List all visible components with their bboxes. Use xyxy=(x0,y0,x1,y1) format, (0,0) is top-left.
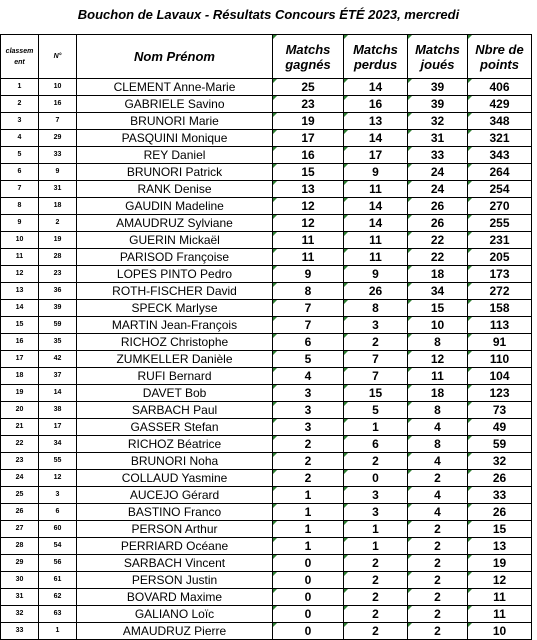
cell-won: 3 xyxy=(273,419,344,436)
cell-rank: 30 xyxy=(1,572,39,589)
cell-number: 62 xyxy=(39,589,77,606)
cell-lost: 5 xyxy=(344,402,408,419)
cell-won: 7 xyxy=(273,317,344,334)
cell-lost: 16 xyxy=(344,96,408,113)
cell-rank: 16 xyxy=(1,334,39,351)
table-row xyxy=(1,283,532,300)
cell-won: 3 xyxy=(273,385,344,402)
cell-rank: 24 xyxy=(1,470,39,487)
cell-number: 39 xyxy=(39,300,77,317)
cell-played: 4 xyxy=(408,487,468,504)
cell-won: 0 xyxy=(273,606,344,623)
cell-rank: 5 xyxy=(1,147,39,164)
cell-points: 11 xyxy=(468,606,532,623)
cell-won: 2 xyxy=(273,436,344,453)
table-row xyxy=(1,504,532,521)
cell-rank: 22 xyxy=(1,436,39,453)
cell-points: 91 xyxy=(468,334,532,351)
cell-number: 12 xyxy=(39,470,77,487)
cell-number: 42 xyxy=(39,351,77,368)
table-row xyxy=(1,589,532,606)
cell-points: 49 xyxy=(468,419,532,436)
cell-number: 1 xyxy=(39,623,77,640)
table-row xyxy=(1,351,532,368)
cell-rank: 6 xyxy=(1,164,39,181)
cell-number: 19 xyxy=(39,232,77,249)
cell-name: ZUMKELLER Danièle xyxy=(77,351,273,368)
cell-lost: 2 xyxy=(344,589,408,606)
cell-won: 6 xyxy=(273,334,344,351)
cell-number: 60 xyxy=(39,521,77,538)
table-row xyxy=(1,334,532,351)
cell-points: 104 xyxy=(468,368,532,385)
cell-name: RICHOZ Béatrice xyxy=(77,436,273,453)
cell-won: 15 xyxy=(273,164,344,181)
cell-points: 255 xyxy=(468,215,532,232)
cell-name: BRUNORI Marie xyxy=(77,113,273,130)
cell-won: 9 xyxy=(273,266,344,283)
cell-name: COLLAUD Yasmine xyxy=(77,470,273,487)
cell-won: 1 xyxy=(273,521,344,538)
cell-name: PASQUINI Monique xyxy=(77,130,273,147)
table-row xyxy=(1,385,532,402)
cell-rank: 28 xyxy=(1,538,39,555)
table-row xyxy=(1,215,532,232)
cell-number: 63 xyxy=(39,606,77,623)
cell-won: 7 xyxy=(273,300,344,317)
cell-played: 15 xyxy=(408,300,468,317)
cell-name: SARBACH Vincent xyxy=(77,555,273,572)
header-matchs-gagnes: Matchs gagnés xyxy=(273,35,344,79)
cell-number: 59 xyxy=(39,317,77,334)
cell-played: 2 xyxy=(408,470,468,487)
cell-rank: 15 xyxy=(1,317,39,334)
table-row xyxy=(1,453,532,470)
cell-number: 29 xyxy=(39,130,77,147)
cell-points: 272 xyxy=(468,283,532,300)
cell-won: 11 xyxy=(273,249,344,266)
cell-points: 173 xyxy=(468,266,532,283)
cell-rank: 18 xyxy=(1,368,39,385)
cell-lost: 11 xyxy=(344,249,408,266)
cell-won: 0 xyxy=(273,623,344,640)
table-row xyxy=(1,402,532,419)
cell-rank: 8 xyxy=(1,198,39,215)
cell-points: 15 xyxy=(468,521,532,538)
cell-number: 16 xyxy=(39,96,77,113)
table-row xyxy=(1,606,532,623)
cell-lost: 7 xyxy=(344,368,408,385)
cell-lost: 1 xyxy=(344,521,408,538)
cell-played: 26 xyxy=(408,215,468,232)
cell-played: 11 xyxy=(408,368,468,385)
cell-points: 59 xyxy=(468,436,532,453)
table-row xyxy=(1,266,532,283)
cell-points: 32 xyxy=(468,453,532,470)
cell-lost: 3 xyxy=(344,487,408,504)
cell-points: 110 xyxy=(468,351,532,368)
cell-number: 35 xyxy=(39,334,77,351)
cell-rank: 31 xyxy=(1,589,39,606)
cell-lost: 3 xyxy=(344,317,408,334)
cell-number: 61 xyxy=(39,572,77,589)
cell-lost: 13 xyxy=(344,113,408,130)
cell-points: 254 xyxy=(468,181,532,198)
cell-played: 32 xyxy=(408,113,468,130)
cell-name: AMAUDRUZ Pierre xyxy=(77,623,273,640)
cell-lost: 11 xyxy=(344,232,408,249)
cell-won: 0 xyxy=(273,572,344,589)
cell-name: SPECK Marlyse xyxy=(77,300,273,317)
cell-won: 1 xyxy=(273,487,344,504)
cell-points: 429 xyxy=(468,96,532,113)
cell-played: 34 xyxy=(408,283,468,300)
cell-played: 4 xyxy=(408,504,468,521)
cell-name: GAUDIN Madeline xyxy=(77,198,273,215)
cell-name: REY Daniel xyxy=(77,147,273,164)
cell-lost: 9 xyxy=(344,164,408,181)
cell-name: GABRIELE Savino xyxy=(77,96,273,113)
cell-played: 8 xyxy=(408,334,468,351)
cell-points: 12 xyxy=(468,572,532,589)
cell-won: 0 xyxy=(273,589,344,606)
cell-points: 348 xyxy=(468,113,532,130)
cell-won: 12 xyxy=(273,198,344,215)
cell-number: 18 xyxy=(39,198,77,215)
cell-won: 3 xyxy=(273,402,344,419)
cell-points: 321 xyxy=(468,130,532,147)
cell-name: GUERIN Mickaël xyxy=(77,232,273,249)
table-row xyxy=(1,249,532,266)
table-row xyxy=(1,232,532,249)
cell-lost: 1 xyxy=(344,538,408,555)
header-matchs-joues: Matchs joués xyxy=(408,35,468,79)
cell-lost: 2 xyxy=(344,334,408,351)
cell-won: 0 xyxy=(273,555,344,572)
cell-number: 10 xyxy=(39,79,77,96)
cell-rank: 13 xyxy=(1,283,39,300)
cell-lost: 2 xyxy=(344,572,408,589)
table-row xyxy=(1,96,532,113)
cell-won: 2 xyxy=(273,453,344,470)
cell-played: 2 xyxy=(408,572,468,589)
cell-lost: 0 xyxy=(344,470,408,487)
cell-rank: 12 xyxy=(1,266,39,283)
cell-lost: 15 xyxy=(344,385,408,402)
cell-points: 123 xyxy=(468,385,532,402)
cell-points: 10 xyxy=(468,623,532,640)
cell-played: 18 xyxy=(408,385,468,402)
header-classement: classem ent xyxy=(1,35,39,79)
cell-played: 31 xyxy=(408,130,468,147)
cell-name: BRUNORI Noha xyxy=(77,453,273,470)
results-sheet xyxy=(0,34,532,640)
cell-lost: 2 xyxy=(344,623,408,640)
cell-played: 8 xyxy=(408,436,468,453)
cell-played: 24 xyxy=(408,181,468,198)
cell-lost: 17 xyxy=(344,147,408,164)
cell-points: 73 xyxy=(468,402,532,419)
cell-played: 39 xyxy=(408,79,468,96)
table-row xyxy=(1,164,532,181)
cell-name: PARISOD Françoise xyxy=(77,249,273,266)
cell-won: 17 xyxy=(273,130,344,147)
cell-rank: 7 xyxy=(1,181,39,198)
cell-played: 22 xyxy=(408,249,468,266)
cell-rank: 25 xyxy=(1,487,39,504)
cell-won: 23 xyxy=(273,96,344,113)
cell-rank: 32 xyxy=(1,606,39,623)
cell-lost: 14 xyxy=(344,215,408,232)
cell-name: GALIANO Loïc xyxy=(77,606,273,623)
cell-number: 38 xyxy=(39,402,77,419)
cell-played: 39 xyxy=(408,96,468,113)
cell-played: 10 xyxy=(408,317,468,334)
cell-number: 23 xyxy=(39,266,77,283)
cell-lost: 8 xyxy=(344,300,408,317)
cell-lost: 7 xyxy=(344,351,408,368)
cell-rank: 9 xyxy=(1,215,39,232)
table-row xyxy=(1,487,532,504)
cell-name: RICHOZ Christophe xyxy=(77,334,273,351)
cell-lost: 14 xyxy=(344,198,408,215)
header-nbre-points: Nbre de points xyxy=(468,35,532,79)
cell-number: 56 xyxy=(39,555,77,572)
cell-played: 2 xyxy=(408,538,468,555)
results-body xyxy=(1,79,532,640)
cell-won: 16 xyxy=(273,147,344,164)
cell-number: 17 xyxy=(39,419,77,436)
cell-played: 26 xyxy=(408,198,468,215)
results-table xyxy=(0,34,532,640)
cell-played: 22 xyxy=(408,232,468,249)
table-row xyxy=(1,147,532,164)
cell-points: 19 xyxy=(468,555,532,572)
cell-lost: 1 xyxy=(344,419,408,436)
cell-number: 2 xyxy=(39,215,77,232)
cell-lost: 3 xyxy=(344,504,408,521)
cell-played: 2 xyxy=(408,623,468,640)
cell-played: 4 xyxy=(408,453,468,470)
cell-lost: 26 xyxy=(344,283,408,300)
table-row xyxy=(1,555,532,572)
cell-number: 9 xyxy=(39,164,77,181)
table-row xyxy=(1,538,532,555)
cell-won: 13 xyxy=(273,181,344,198)
cell-played: 2 xyxy=(408,589,468,606)
cell-number: 6 xyxy=(39,504,77,521)
cell-won: 11 xyxy=(273,232,344,249)
cell-number: 31 xyxy=(39,181,77,198)
cell-played: 12 xyxy=(408,351,468,368)
cell-played: 2 xyxy=(408,555,468,572)
header-row xyxy=(1,35,532,79)
cell-number: 33 xyxy=(39,147,77,164)
cell-played: 33 xyxy=(408,147,468,164)
cell-won: 1 xyxy=(273,504,344,521)
cell-rank: 21 xyxy=(1,419,39,436)
cell-won: 5 xyxy=(273,351,344,368)
table-row xyxy=(1,436,532,453)
page-title: Bouchon de Lavaux - Résultats Concours ÉTÉ 2023, mercredi xyxy=(77,7,460,22)
cell-points: 26 xyxy=(468,470,532,487)
header-nom-prenom: Nom Prénom xyxy=(77,35,273,79)
table-row xyxy=(1,300,532,317)
cell-name: AMAUDRUZ Sylviane xyxy=(77,215,273,232)
cell-points: 13 xyxy=(468,538,532,555)
cell-lost: 14 xyxy=(344,130,408,147)
cell-number: 3 xyxy=(39,487,77,504)
cell-points: 231 xyxy=(468,232,532,249)
cell-points: 205 xyxy=(468,249,532,266)
cell-played: 8 xyxy=(408,402,468,419)
cell-number: 54 xyxy=(39,538,77,555)
cell-name: AUCEJO Gérard xyxy=(77,487,273,504)
cell-number: 28 xyxy=(39,249,77,266)
cell-name: PERSON Arthur xyxy=(77,521,273,538)
cell-won: 8 xyxy=(273,283,344,300)
cell-name: ROTH-FISCHER David xyxy=(77,283,273,300)
cell-rank: 29 xyxy=(1,555,39,572)
cell-won: 2 xyxy=(273,470,344,487)
cell-played: 2 xyxy=(408,521,468,538)
cell-played: 4 xyxy=(408,419,468,436)
cell-number: 55 xyxy=(39,453,77,470)
cell-name: SARBACH Paul xyxy=(77,402,273,419)
cell-rank: 14 xyxy=(1,300,39,317)
cell-points: 264 xyxy=(468,164,532,181)
cell-rank: 26 xyxy=(1,504,39,521)
cell-rank: 33 xyxy=(1,623,39,640)
cell-number: 14 xyxy=(39,385,77,402)
cell-name: DAVET Bob xyxy=(77,385,273,402)
table-row xyxy=(1,623,532,640)
cell-lost: 11 xyxy=(344,181,408,198)
cell-number: 34 xyxy=(39,436,77,453)
cell-played: 2 xyxy=(408,606,468,623)
table-row xyxy=(1,130,532,147)
cell-played: 18 xyxy=(408,266,468,283)
cell-lost: 14 xyxy=(344,79,408,96)
table-row xyxy=(1,181,532,198)
table-row xyxy=(1,113,532,130)
cell-rank: 1 xyxy=(1,79,39,96)
cell-rank: 23 xyxy=(1,453,39,470)
cell-rank: 20 xyxy=(1,402,39,419)
cell-number: 36 xyxy=(39,283,77,300)
header-matchs-perdus: Matchs perdus xyxy=(344,35,408,79)
cell-name: CLEMENT Anne-Marie xyxy=(77,79,273,96)
cell-points: 11 xyxy=(468,589,532,606)
cell-rank: 17 xyxy=(1,351,39,368)
cell-points: 113 xyxy=(468,317,532,334)
cell-points: 343 xyxy=(468,147,532,164)
cell-lost: 2 xyxy=(344,555,408,572)
cell-won: 12 xyxy=(273,215,344,232)
cell-name: GASSER Stefan xyxy=(77,419,273,436)
table-row xyxy=(1,419,532,436)
table-row xyxy=(1,317,532,334)
cell-rank: 27 xyxy=(1,521,39,538)
cell-points: 406 xyxy=(468,79,532,96)
cell-points: 270 xyxy=(468,198,532,215)
table-row xyxy=(1,521,532,538)
cell-name: PERSON Justin xyxy=(77,572,273,589)
cell-won: 25 xyxy=(273,79,344,96)
cell-name: RUFI Bernard xyxy=(77,368,273,385)
cell-number: 7 xyxy=(39,113,77,130)
cell-name: MARTIN Jean-François xyxy=(77,317,273,334)
table-row xyxy=(1,470,532,487)
cell-rank: 10 xyxy=(1,232,39,249)
cell-lost: 2 xyxy=(344,453,408,470)
table-row xyxy=(1,198,532,215)
cell-name: BOVARD Maxime xyxy=(77,589,273,606)
cell-name: BASTINO Franco xyxy=(77,504,273,521)
cell-rank: 4 xyxy=(1,130,39,147)
cell-points: 33 xyxy=(468,487,532,504)
cell-lost: 6 xyxy=(344,436,408,453)
cell-rank: 11 xyxy=(1,249,39,266)
cell-number: 37 xyxy=(39,368,77,385)
cell-name: BRUNORI Patrick xyxy=(77,164,273,181)
cell-won: 19 xyxy=(273,113,344,130)
cell-name: PERRIARD Océane xyxy=(77,538,273,555)
cell-played: 24 xyxy=(408,164,468,181)
header-numero: N° xyxy=(39,35,77,79)
cell-points: 158 xyxy=(468,300,532,317)
cell-points: 26 xyxy=(468,504,532,521)
table-row xyxy=(1,368,532,385)
cell-lost: 9 xyxy=(344,266,408,283)
table-row xyxy=(1,79,532,96)
cell-name: LOPES PINTO Pedro xyxy=(77,266,273,283)
cell-name: RANK Denise xyxy=(77,181,273,198)
cell-lost: 2 xyxy=(344,606,408,623)
cell-won: 4 xyxy=(273,368,344,385)
cell-rank: 3 xyxy=(1,113,39,130)
table-row xyxy=(1,572,532,589)
cell-rank: 19 xyxy=(1,385,39,402)
cell-rank: 2 xyxy=(1,96,39,113)
cell-won: 1 xyxy=(273,538,344,555)
